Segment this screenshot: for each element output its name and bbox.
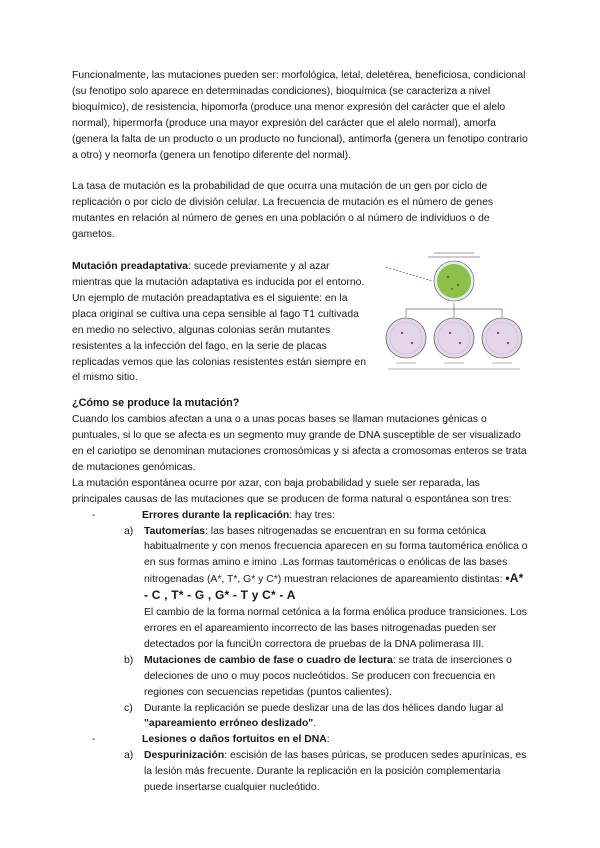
paragraph-mutation-types: Funcionalmente, las mutaciones pueden ser: morfológica, letal, deletérea, beneficiosa, condicional (su fenotipo solo aparece en determinadas condiciones), bioquímica (se caracteriza a nivel bioquímico), de resistencia, hipomorfa (produce una menor expresión del carácter que el alelo normal), hipermorfa (produce una mayor expresión del carácter que el alelo normal), amorfa (genera la falta de un producto o un producto no funcional), antimorfa (genera un fenotipo contrario a otro) y neomorfa (genera un fenotipo diferente del normal). (72, 70, 528, 161)
subitem-term: Despurinización (144, 750, 225, 762)
subitem-mark: a) (124, 750, 134, 762)
replica-plate (482, 318, 522, 358)
subitem-text: : las bases nitrogenadas se encuentran en su forma cetónica habitualmente y con menos frecuencia aparecen en su forma tautomérica enólica o en sus formas amino e imino .Las formas tautoméricas o enólicas de las bases nitrogenadas (A*, T*, G* y C*) muestran relaciones de apareamiento distintas: (144, 525, 528, 586)
subitem-depurination (72, 748, 528, 796)
colony-dot (451, 288, 453, 290)
document-page (72, 68, 528, 796)
replica-plating-figure (382, 247, 532, 377)
paragraph-mutation-rate: La tasa de mutación es la probabilidad de que ocurra una mutación de un gen por ciclo de replicación o por ciclo de división celular. La frecuencia de mutación es el número de genes mutantes en relación al número de genes en una población o al número de individuos o de gametos. (72, 181, 494, 241)
figure-pointer (386, 267, 432, 281)
subitem-mark: b) (124, 654, 134, 666)
subitem-text: : escisión de las bases púricas, se producen sedes apurínicas, es la lesión más frecuente. Durante la replicación en la posición complementaria puede insertarse cualquier nucleótido. (144, 750, 527, 794)
subitem-term: Tautomerías (144, 525, 206, 537)
subitem-text: : se trata de inserciones o deleciones de uno o muy pocos nucleótidos. Se producen con frecuencia en regiones con secuencias repetidas (puntos calientes). (144, 654, 512, 698)
causes-list (72, 508, 528, 796)
subitem-end: . (313, 718, 317, 730)
cause-rest: : hay tres: (289, 509, 335, 521)
paragraph-spontaneous: La mutación espontánea ocurre por azar, con baja probabilidad y suele ser reparada, las principales causas de las mutaciones que se producen de forma natural o espontánea son tres: (72, 477, 512, 505)
list-dash: - (92, 509, 96, 521)
subitem-mark: c) (124, 702, 133, 714)
preadaptive-block (72, 259, 528, 386)
cause-rest: : (326, 734, 330, 746)
subitem-slippage (72, 701, 528, 733)
colony-dot (447, 276, 449, 278)
paragraph-gene-mutations: Cuando los cambios afectan a una o a unas pocas bases se llaman mutaciones génicas o puntuales, si lo que se afecta es un segmento muy grande de DNA susceptible de ser visualizado en el cariotipo se denominan mutaciones cromosómicas y si afecta a cromosomas enteros se trata de mutaciones genómicas. (72, 414, 527, 473)
section-heading: ¿Cómo se produce la mutación? (72, 397, 240, 410)
cause-item-dna-damage (72, 732, 528, 748)
cause-term: Lesiones o daños fortuitos en el DNA (142, 734, 327, 746)
cause-term: Errores durante la replicación (142, 509, 290, 521)
subitem-text-continued: El cambio de la forma normal cetónica a la forma enólica produce transiciones. Los errores en el apareamiento incorrecto de las bases nitrogenadas pueden ser detectados por la funciÜn correctora de pruebas de la DNA polimerasa III. (144, 607, 527, 650)
replica-plate (386, 318, 426, 358)
cause-item-replication (72, 508, 528, 524)
subitem-frameshift (72, 653, 528, 701)
subitem-mark: a) (124, 525, 134, 537)
preadaptive-term: Mutación preadaptativa (72, 261, 189, 273)
subitem-term: "apareamiento erróneo deslizado" (144, 718, 314, 730)
paragraph-preadaptive (72, 259, 372, 386)
subitem-text: Durante la replicación se puede deslizar una de las dos hélices dando lugar al (144, 702, 504, 714)
subitem-term: Mutaciones de cambio de fase o cuadro de lectura (144, 654, 393, 666)
replica-plate (434, 318, 474, 358)
colony-dot (457, 284, 459, 286)
list-dash: - (92, 734, 96, 746)
original-plate-colonies (437, 264, 471, 298)
preadaptive-text: : sucede previamente y al azar mientras que la mutación adaptativa es inducida por el entorno. Un ejemplo de mutación preadaptativa es el siguiente: en la placa original se cultiva una cepa sensible al fago T1 cultivada en medio no selectivo, algunas colonias serán mutantes resistentes a la infección del fago, en la serie de placas replicadas vemos que las colonias resistentes están siempre en el mismo sitio. (72, 261, 366, 384)
pairing-rules: •A* - C , T* - G , G* - T y C* - A (144, 571, 524, 603)
subitem-tautomerias (72, 524, 528, 653)
